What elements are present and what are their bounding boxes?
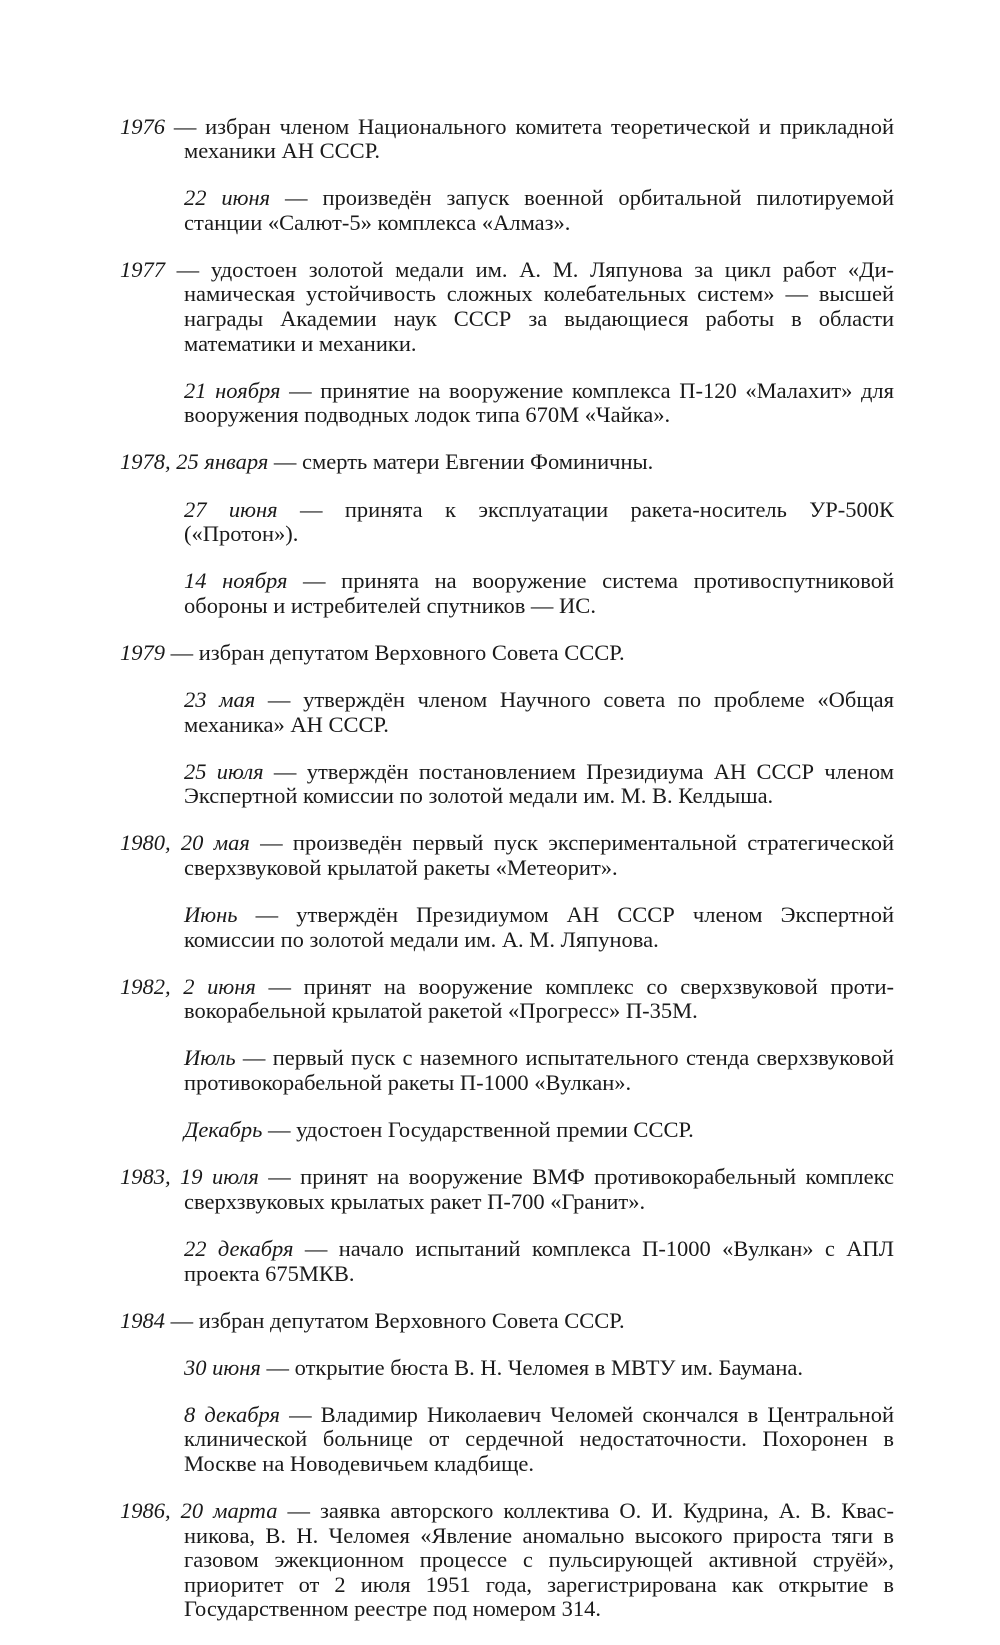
entry-text: — принятие на вооружение комплекса П-120 «Малахит» для вооружения подводных лодок типа 670М «Чайка». bbox=[184, 377, 894, 428]
entry-date: 30 июня bbox=[184, 1354, 261, 1380]
entry-text: — смерть матери Евгении Фоминичны. bbox=[268, 449, 654, 475]
entry-text: — удостоен золотой медали им. А. М. Ляпунова за цикл работ «Динамическая устойчивость сложных колебательных систем» — высшей награды Академии наук СССР за выдающиеся работы в области математики и механики. bbox=[165, 256, 894, 356]
entry-text: — избран депутатом Верховного Совета СССР. bbox=[165, 639, 625, 665]
entry-text: — произведён запуск военной орбитальной пилотируемой станции «Салют-5» комплекса «Алмаз». bbox=[184, 185, 894, 235]
entry-text: — принят на вооружение комплекс со сверхзвуковой противокорабельной крылатой ракетой «Прогресс» П-35М. bbox=[184, 973, 894, 1024]
entry-date: 1980, 20 мая bbox=[120, 830, 250, 856]
entry-paragraph bbox=[120, 186, 894, 235]
entry-paragraph bbox=[120, 569, 894, 618]
entry-text: — удостоен Государственной премии СССР. bbox=[262, 1117, 694, 1143]
entry-paragraph bbox=[120, 1118, 894, 1143]
entry-paragraph bbox=[120, 975, 894, 1024]
entry-date: 1978, 25 января bbox=[120, 449, 269, 475]
entry-paragraph bbox=[120, 1356, 894, 1381]
entry-text: — принята к эксплуатации ракета-носитель УР-500К («Протон»). bbox=[184, 496, 894, 547]
entry-paragraph bbox=[120, 903, 894, 952]
entry-paragraph bbox=[120, 760, 894, 809]
chronology-entry-1979 bbox=[120, 641, 894, 809]
entry-text: — принята на вооружение система противоспутниковой обороны и истребителей спутников — ИС. bbox=[184, 568, 894, 618]
chronology-text bbox=[120, 92, 894, 1645]
entry-paragraph bbox=[120, 1046, 894, 1095]
entry-text: — избран членом Национального комитета теоретической и прикладной механики АН СССР. bbox=[165, 113, 894, 164]
entry-date: 23 мая bbox=[184, 687, 256, 712]
entry-text: — заявка авторского коллектива О. И. Кудрина, А. В. Квасникова, В. Н. Челомея «Явление аномально высокого прироста тяги в газовом эжекционном процессе с пульсирующей активной струёй», приоритет от 2 июля 1951 года, зарегистрирована как открытие в Государственном реестре под номером 314. bbox=[184, 1498, 895, 1622]
entry-date: 1983, 19 июля bbox=[120, 1164, 259, 1190]
entry-paragraph bbox=[120, 379, 894, 428]
entry-text: — утверждён Президиумом АН СССР членом Экспертной комиссии по золотой медали им. А. М. Ляпунова. bbox=[184, 902, 894, 952]
chronology-entry-1977 bbox=[120, 258, 894, 428]
entry-paragraph bbox=[120, 1499, 894, 1622]
entry-date: 1976 bbox=[120, 113, 165, 139]
entry-paragraph bbox=[120, 258, 894, 356]
chronology-entry-1982 bbox=[120, 975, 894, 1143]
entry-paragraph bbox=[120, 831, 894, 880]
chronology-entry-1976 bbox=[120, 115, 894, 236]
entry-paragraph bbox=[120, 1237, 894, 1286]
chronology-entry-1978 bbox=[120, 450, 894, 618]
entry-paragraph bbox=[120, 115, 894, 164]
chronology-entry-1983 bbox=[120, 1165, 894, 1286]
entry-text: — открытие бюста В. Н. Челомея в МВТУ им. Баумана. bbox=[260, 1354, 804, 1380]
entry-paragraph bbox=[120, 641, 894, 666]
entry-text: — утверждён постановлением Президиума АН СССР членом Экспертной комиссии по золотой медали им. М. В. Келдыша. bbox=[184, 758, 894, 809]
chronology-entry-1986 bbox=[120, 1499, 894, 1622]
entry-text: — первый пуск с наземного испытательного стенда сверхзвуковой противокорабельной ракеты П-1000 «Вулкан». bbox=[184, 1045, 894, 1096]
entry-date: 8 декабря bbox=[184, 1401, 280, 1427]
entry-date: Июль bbox=[184, 1045, 236, 1071]
entry-date: 1977 bbox=[120, 256, 165, 282]
entry-paragraph bbox=[120, 1309, 894, 1334]
entry-date: 21 ноября bbox=[184, 377, 281, 403]
entry-date: 1984 bbox=[120, 1307, 165, 1333]
entry-text: — утверждён членом Научного совета по проблеме «Общая механика» АН СССР. bbox=[184, 687, 894, 737]
entry-paragraph bbox=[120, 1165, 894, 1214]
entry-date: Декабрь bbox=[184, 1117, 263, 1143]
entry-date: 1979 bbox=[120, 639, 165, 665]
entry-text: — произведён первый пуск экспериментальной стратегической сверхзвуковой крылатой ракеты «Метеорит». bbox=[184, 830, 895, 880]
chronology-entry-1980 bbox=[120, 831, 894, 952]
entry-date: Июнь bbox=[184, 902, 238, 928]
entry-date: 27 июня bbox=[184, 496, 278, 522]
entry-paragraph bbox=[120, 688, 894, 737]
entry-text: — Владимир Николаевич Челомей скончался в Центральной клинической больнице от сердечной недостаточности. Похоронен в Москве на Новодевичьем кладбище. bbox=[184, 1401, 894, 1476]
entry-date: 14 ноября bbox=[184, 568, 288, 594]
chronology-entry-1984 bbox=[120, 1309, 894, 1477]
entry-date: 22 декабря bbox=[184, 1235, 294, 1261]
entry-date: 1986, 20 марта bbox=[120, 1498, 278, 1524]
entry-date: 22 июня bbox=[184, 185, 271, 211]
entry-text: — начало испытаний комплекса П-1000 «Вулкан» с АПЛ проекта 675МКВ. bbox=[184, 1235, 894, 1286]
entry-paragraph bbox=[120, 1403, 894, 1477]
entry-text: — принят на вооружение ВМФ противокорабельный комплекс сверхзвуковых крылатых ракет П-700 «Гранит». bbox=[184, 1164, 894, 1214]
entry-text: — избран депутатом Верховного Совета СССР. bbox=[165, 1307, 625, 1333]
entry-date: 25 июля bbox=[184, 758, 264, 784]
entry-date: 1982, 2 июня bbox=[120, 973, 256, 999]
entry-paragraph bbox=[120, 498, 894, 547]
entry-paragraph bbox=[120, 450, 894, 475]
